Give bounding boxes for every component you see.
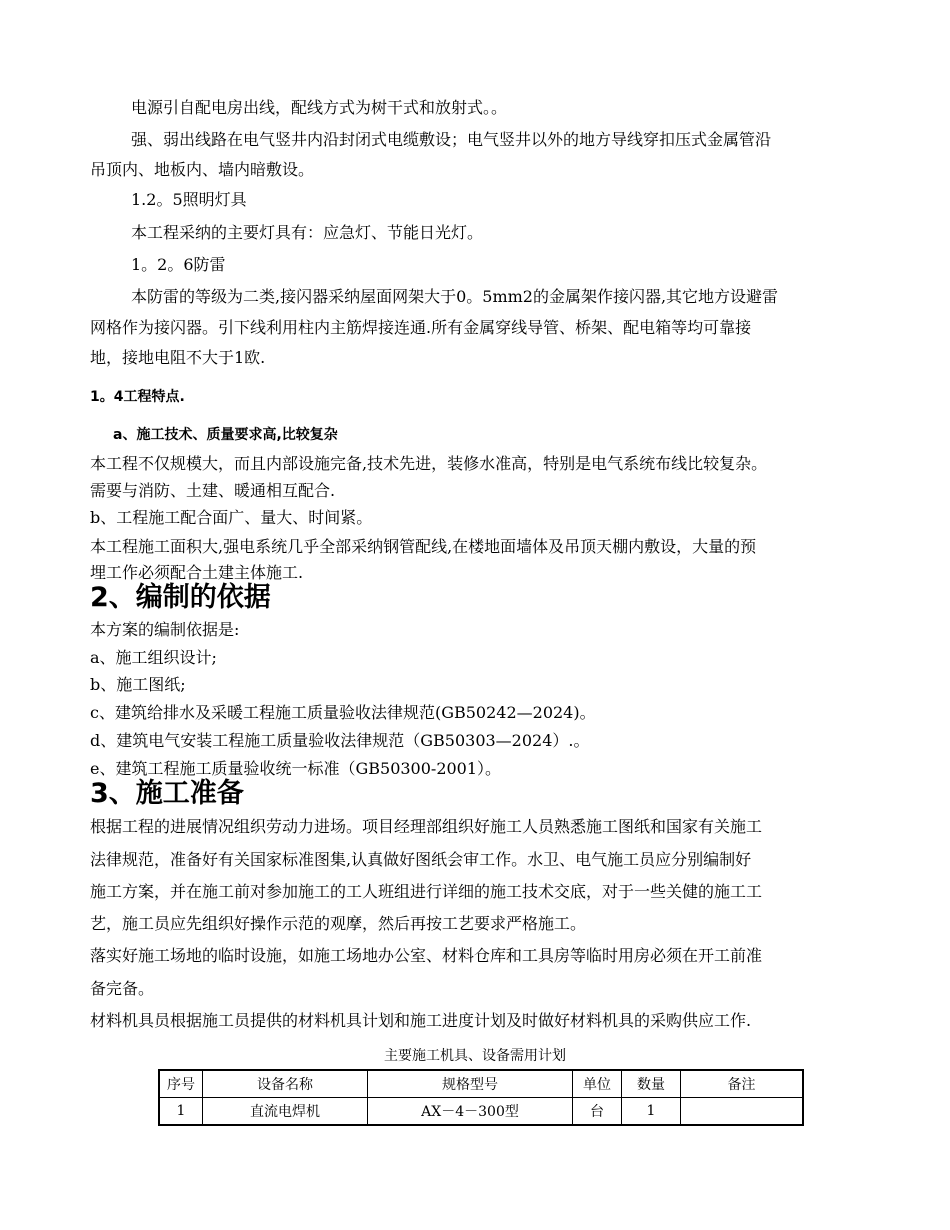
table-header-cell: 规格型号 (368, 1070, 573, 1098)
heading-2: 2、编制的依据 (90, 582, 271, 613)
p4a: 本防雷的等级为二类,接闪器采纳屋面网架大于0。5mm2的金属架作接闪器,其它地方设避雷 (131, 287, 779, 306)
section-1-2-5: 1.2。5照明灯具 (131, 190, 247, 209)
table-header-cell: 序号 (159, 1070, 203, 1098)
section-a: a、施工技术、质量要求高,比较复杂 (113, 427, 338, 443)
heading-3: 3、施工准备 (90, 778, 244, 809)
list-item-b: b、施工图纸; (90, 675, 186, 694)
p8d: 艺，施工员应先组织好操作示范的观摩，然后再按工艺要求严格施工。 (90, 914, 587, 933)
table-header-cell: 数量 (622, 1070, 681, 1098)
p3: 本工程采纳的主要灯具有：应急灯、节能日光灯。 (131, 223, 484, 242)
table-cell: 1 (622, 1098, 681, 1126)
p4b: 网格作为接闪器。引下线利用柱内主筋焊接连通.所有金属穿线导管、桥架、配电箱等均可靠接 (90, 318, 752, 337)
section-1-4: 1。4工程特点. (90, 389, 185, 405)
table-header-cell: 备注 (681, 1070, 804, 1098)
table-cell: AX－4－300型 (368, 1098, 573, 1126)
p5a: 本工程不仅规模大，而且内部设施完备,技术先进，装修水准高，特别是电气系统布线比较复杂。 (90, 454, 768, 473)
p8a: 根据工程的进展情况组织劳动力进场。项目经理部组织好施工人员熟悉施工图纸和国家有关施工 (90, 817, 763, 836)
table-cell (681, 1098, 804, 1126)
p2b: 吊顶内、地板内、墙内暗敷设。 (90, 160, 315, 179)
p6a: 本工程施工面积大,强电系统几乎全部采纳钢管配线,在楼地面墙体及吊顶天棚内敷设，大量的预 (90, 537, 757, 556)
table-cell: 1 (159, 1098, 203, 1126)
list-item-d: d、建筑电气安装工程施工质量验收法律规范（GB50303—2024）.。 (90, 731, 590, 750)
p9a: 落实好施工场地的临时设施，如施工场地办公室、材料仓库和工具房等临时用房必须在开工前准 (90, 946, 763, 965)
p4c: 地，接地电阻不大于1欧. (90, 348, 266, 367)
table-cell: 台 (573, 1098, 622, 1126)
p8c: 施工方案，并在施工前对参加施工的工人班组进行详细的施工技术交底，对于一些关健的施工工 (90, 882, 763, 901)
list-item-a: a、施工组织设计; (90, 648, 217, 667)
table-header-row (159, 1070, 803, 1098)
list-item-e: e、建筑工程施工质量验收统一标准（GB50300-2001）。 (90, 759, 502, 778)
p6b: 埋工作必须配合土建主体施工. (90, 563, 304, 582)
list-item-c: c、建筑给排水及采暖工程施工质量验收法律规范(GB50242—2024)。 (90, 703, 596, 722)
p2a: 强、弱出线路在电气竖井内沿封闭式电缆敷设；电气竖井以外的地方导线穿扣压式金属管沿 (131, 130, 772, 149)
p1: 电源引自配电房出线，配线方式为树干式和放射式。。 (131, 98, 508, 117)
equipment-table (158, 1069, 804, 1126)
p7: 本方案的编制依据是: (90, 620, 240, 639)
p8b: 法律规范，准备好有关国家标准图集,认真做好图纸会审工作。水卫、电气施工员应分别编制好 (90, 850, 752, 869)
pb: b、工程施工配合面广、量大、时间紧。 (90, 508, 373, 527)
table-row (159, 1098, 803, 1126)
p5b: 需要与消防、土建、暖通相互配合. (90, 481, 336, 500)
table-caption: 主要施工机具、设备需用计划 (384, 1048, 566, 1064)
section-1-2-6: 1。2。6防雷 (131, 255, 226, 274)
table-header-cell: 设备名称 (203, 1070, 368, 1098)
table-cell: 直流电焊机 (203, 1098, 368, 1126)
p10: 材料机具员根据施工员提供的材料机具计划和施工进度计划及时做好材料机具的采购供应工作. (90, 1011, 752, 1030)
p9b: 备完备。 (90, 979, 155, 998)
table-header-cell: 单位 (573, 1070, 622, 1098)
